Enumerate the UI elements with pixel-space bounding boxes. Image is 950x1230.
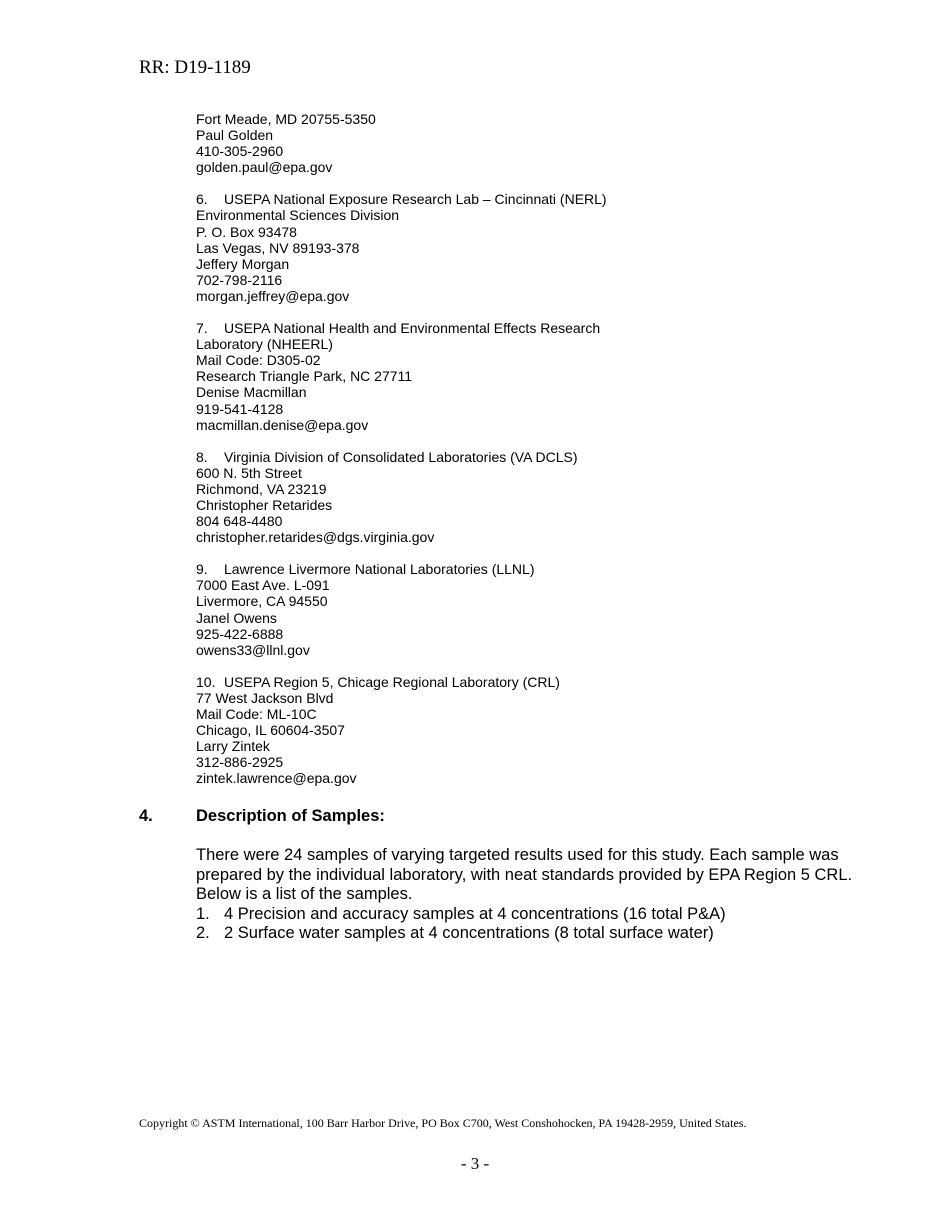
lab-number: 7. (196, 320, 208, 337)
section-number: 4. (139, 807, 153, 825)
list-item-number: 2. (196, 924, 210, 942)
lab-line: P. O. Box 93478 (196, 223, 297, 240)
lab-line: 702-798-2116 (196, 271, 283, 288)
lab-entry-continued (196, 111, 896, 175)
list-item-number: 1. (196, 904, 210, 923)
page-number: - 3 - (460, 1154, 490, 1173)
lab-heading (196, 449, 896, 465)
lab-line: Las Vegas, NV 89193-378 (196, 239, 360, 256)
lab-line: Larry Zintek (196, 738, 270, 755)
lab-number: 10. (196, 673, 216, 690)
lab-line: owens33@llnl.gov (196, 641, 310, 658)
list-item (196, 905, 859, 925)
lab-name: Virginia Division of Consolidated Laboratories (VA DCLS) (224, 448, 578, 465)
section-title: Description of Samples: (196, 807, 385, 825)
lab-line: 312-886-2925 (196, 754, 284, 771)
lab-heading (196, 561, 896, 577)
section-body (196, 846, 859, 944)
lab-line: 919-541-4128 (196, 400, 284, 417)
lab-number: 9. (196, 561, 208, 578)
lab-line: Mail Code: D305-02 (196, 352, 321, 369)
lab-heading (196, 191, 896, 207)
lab-name: Lawrence Livermore National Laboratories (LLNL) (224, 561, 535, 578)
lab-name: USEPA National Exposure Research Lab – Cincinnati (NERL) (224, 191, 607, 208)
lab-line: 600 N. 5th Street (196, 464, 302, 481)
lab-line: Mail Code: ML-10C (196, 706, 317, 722)
lab-name: USEPA National Health and Environmental Effects Research (224, 320, 601, 337)
lab-entry-7 (196, 320, 896, 433)
lab-entry-8 (196, 449, 896, 546)
lab-line: 410-305-2960 (196, 143, 284, 160)
list-item (196, 924, 859, 944)
lab-list (196, 111, 896, 802)
list-item-text: 2 Surface water samples at 4 concentrations (8 total surface water) (224, 924, 714, 942)
copyright-footer: Copyright © ASTM International, 100 Barr Harbor Drive, PO Box C700, West Conshohocken, PA 19428-2959, United States. (139, 1116, 747, 1130)
lab-entry-6 (196, 191, 896, 304)
list-item-text: 4 Precision and accuracy samples at 4 concentrations (16 total P&A) (224, 904, 726, 923)
lab-line: macmillan.denise@epa.gov (196, 416, 369, 433)
lab-number: 8. (196, 448, 208, 465)
lab-line: Paul Golden (196, 127, 274, 144)
lab-line: christopher.retarides@dgs.virginia.gov (196, 529, 435, 546)
lab-line: Environmental Sciences Division (196, 207, 400, 224)
lab-line: Richmond, VA 23219 (196, 480, 327, 497)
lab-line: Laboratory (NHEERL) (196, 336, 333, 353)
lab-line: morgan.jeffrey@epa.gov (196, 287, 350, 304)
section-paragraph: There were 24 samples of varying targeted results used for this study. Each sample was prepared by the individual laboratory, with neat standards provided by EPA Region 5 CRL. Below is a list of the samples. (196, 846, 853, 903)
lab-line: 7000 East Ave. L-091 (196, 577, 330, 594)
lab-line: 804 648-4480 (196, 513, 283, 530)
lab-line: Fort Meade, MD 20755-5350 (196, 111, 376, 127)
lab-line: Christopher Retarides (196, 496, 333, 513)
lab-line: Chicago, IL 60604-3507 (196, 722, 345, 739)
lab-line: 925-422-6888 (196, 625, 284, 642)
lab-line: Denise Macmillan (196, 384, 307, 401)
lab-heading (196, 674, 896, 690)
section-description-of-samples (139, 806, 859, 944)
lab-line: golden.paul@epa.gov (196, 159, 333, 176)
lab-line: 77 West Jackson Blvd (196, 689, 334, 706)
lab-line: Janel Owens (196, 609, 277, 626)
section-heading (139, 806, 859, 826)
lab-line: Jeffery Morgan (196, 255, 290, 272)
lab-name: USEPA Region 5, Chicage Regional Laboratory (CRL) (224, 673, 560, 690)
lab-line: Research Triangle Park, NC 27711 (196, 368, 413, 385)
lab-line: zintek.lawrence@epa.gov (196, 770, 357, 787)
lab-entry-9 (196, 561, 896, 658)
document-id: RR: D19-1189 (139, 57, 251, 78)
lab-number: 6. (196, 191, 208, 208)
lab-heading (196, 320, 896, 336)
lab-line: Livermore, CA 94550 (196, 593, 328, 610)
lab-entry-10 (196, 674, 896, 787)
